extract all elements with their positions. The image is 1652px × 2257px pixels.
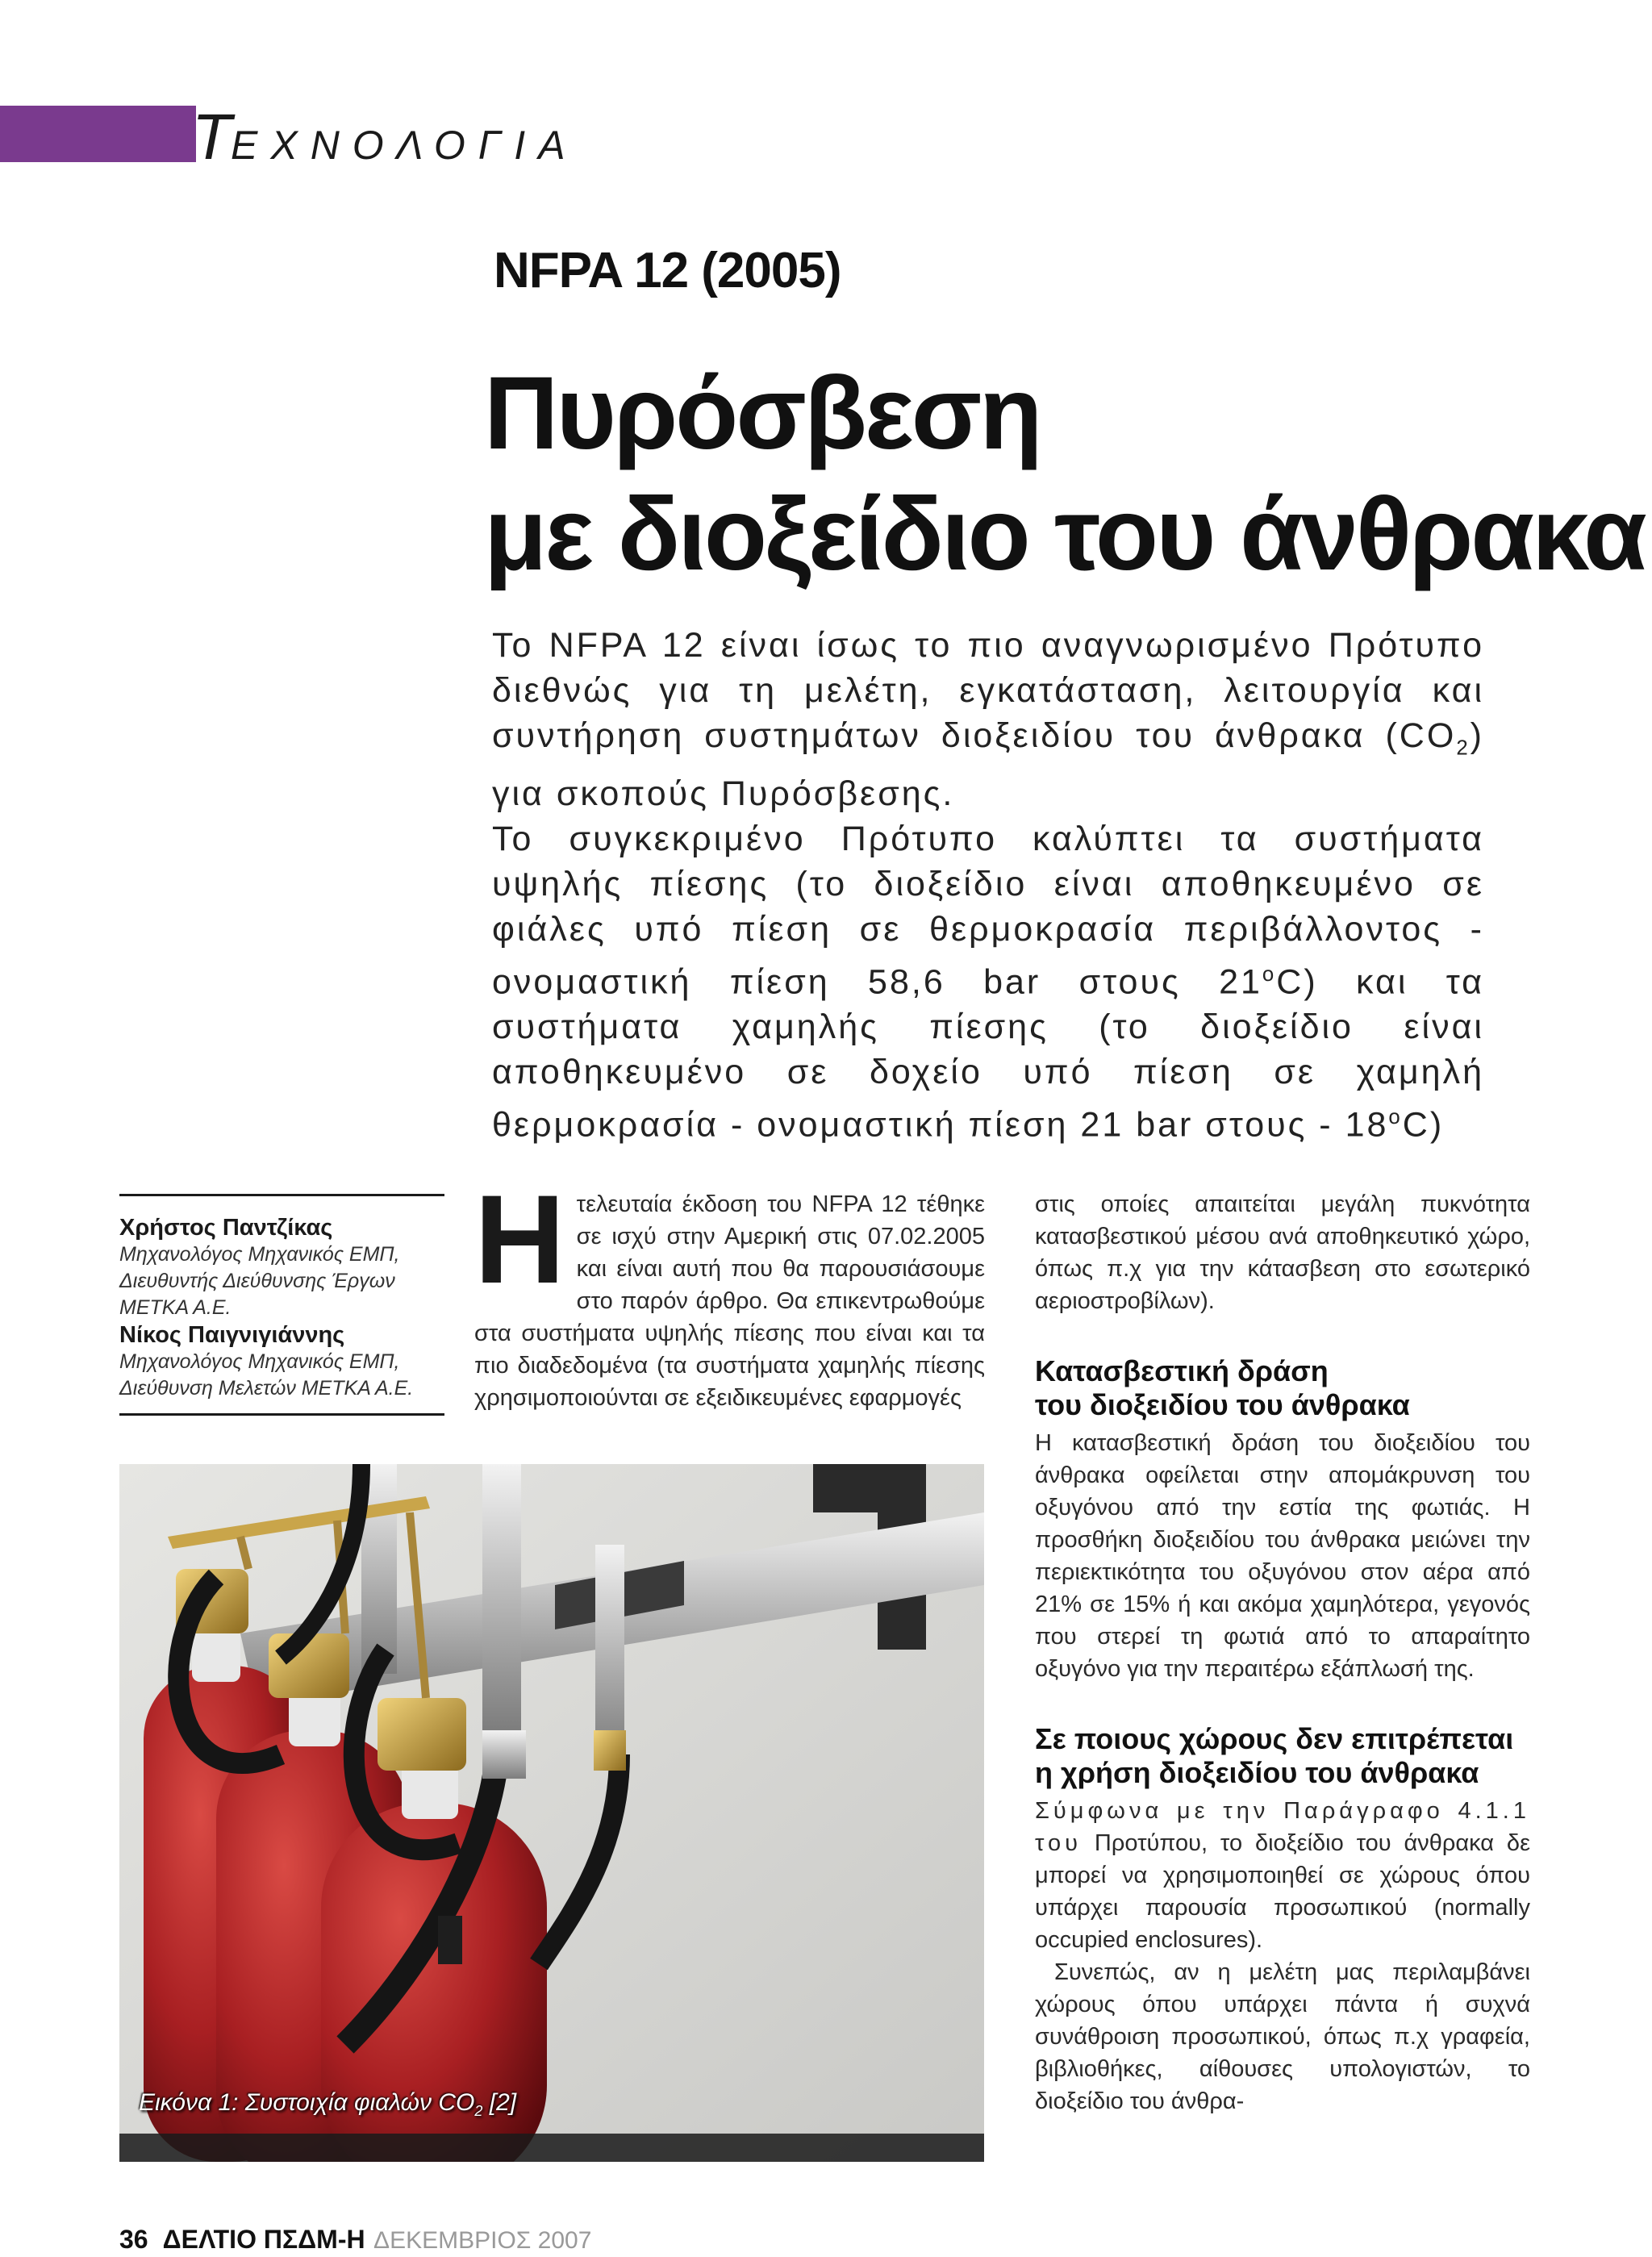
body-paragraph: στις οποίες απαιτείται μεγάλη πυκνότητα κατασβεστικού μέσου ανά αποθηκευτικό χώρο, όπως π.χ για την κάτασβεση στο εσωτερικό αεριοστροβίλων). bbox=[1035, 1191, 1530, 1314]
author-role: Μηχανολόγος Μηχανικός ΕΜΠ, bbox=[119, 1350, 400, 1373]
author-role: ΜΕΤΚΑ Α.Ε. bbox=[119, 1296, 232, 1319]
body-column-2 bbox=[1035, 1188, 1530, 2117]
lead bbox=[492, 623, 1484, 1147]
body-paragraph bbox=[474, 1170, 985, 1414]
lead-p2-text-c: C) bbox=[1402, 1105, 1445, 1145]
figure-caption bbox=[139, 2089, 516, 2120]
issue-date: ΔΕΚΕΜΒΡΙΟΣ 2007 bbox=[373, 2227, 592, 2254]
body-text: τελευταία έκδοση του NFPA 12 τέθηκε σε ισχύ στην Αμερική στις 07.02.2005 και είναι αυτή που θα παρουσιάσουμε στο παρόν άρθρο. Θα επικεντρωθούμε στα συστήματα υψηλής πίεσης που είναι και τα πιο διαδεδομένα (τα συστήματα χαμηλής πίεσης χρησιμοποιούνται σε εξειδικευμένες εφαρμογές bbox=[474, 1191, 985, 1411]
page-footer bbox=[119, 2225, 591, 2257]
body-text-tracked: Σύμφωνα με την Παράγραφο 4.1.1 του bbox=[1035, 1798, 1530, 1856]
drop-cap: Η bbox=[474, 1170, 565, 1310]
lead-p1-text-a: Το NFPA 12 είναι ίσως το πιο αναγνωρισμένο Πρότυπο διεθνώς για τη μελέτη, εγκατάσταση, λειτουργία και συντήρηση συστημάτων διοξειδίου του άνθρακα (CO bbox=[492, 626, 1484, 755]
author-role: Μηχανολόγος Μηχανικός ΕΜΠ, bbox=[119, 1243, 400, 1266]
lead-p1-subscript: 2 bbox=[1456, 736, 1471, 760]
body-paragraph: Συνεπώς, αν η μελέτη μας περιλαμβάνει χώρους όπου υπάρχει πάντα ή συχνά συνάθροιση προσωπικού, όπως π.χ γραφεία, βιβλιοθήκες, αίθουσες υπολογιστών, το διοξείδιο του άνθρα- bbox=[1035, 1959, 1530, 2114]
authors-bottom-rule bbox=[119, 1413, 444, 1416]
author-role: Διευθυντής Διεύθυνσης Έργων bbox=[119, 1270, 395, 1292]
lead-p2-text-b: C) και τα συστήματα χαμηλής πίεσης (το διοξείδιο είναι αποθηκευμένο σε δοχείο υπό πίεση σε χαμηλή θερμοκρασία - ονομαστική πίεση 21 bar στους - 18 bbox=[492, 962, 1485, 1145]
headline bbox=[484, 353, 1645, 595]
lead-p2-degree-2: ο bbox=[1388, 1105, 1403, 1128]
author-name: Χρήστος Παντζίκας bbox=[119, 1215, 333, 1241]
section-initial: Τ bbox=[192, 101, 232, 173]
author-role: Διεύθυνση Μελετών ΜΕΤΚΑ Α.Ε. bbox=[119, 1377, 414, 1400]
caption-text-a: Εικόνα 1: Συστοιχία φιαλών CO bbox=[139, 2089, 475, 2116]
lead-paragraph-2 bbox=[492, 816, 1484, 1148]
body-column-1 bbox=[474, 1170, 985, 1414]
headline-line-1: Πυρόσβεση bbox=[484, 356, 1041, 471]
subheading-prohibited-spaces: Σε ποιους χώρους δεν επιτρέπεται η χρήση διοξειδίου του άνθρακα bbox=[1035, 1722, 1514, 1789]
headline-line-2: με διοξείδιο του άνθρακα bbox=[484, 477, 1645, 592]
lead-p2-text-a: Το συγκεκριμένο Πρότυπο καλύπτει τα συστήματα υψηλής πίεσης (το διοξείδιο είναι αποθηκευμένο σε φιάλες υπό πίεση σε θερμοκρασία περιβάλλοντος - ονομαστική πίεση 58,6 bar στους 21 bbox=[492, 819, 1484, 1001]
page-number: 36 bbox=[119, 2225, 148, 2254]
caption-subscript: 2 bbox=[474, 2103, 483, 2119]
figure-co2-cylinders bbox=[119, 1464, 984, 2162]
section-title: ΕΧΝΟΛΟΓΙΑ bbox=[231, 123, 578, 168]
lead-paragraph-1 bbox=[492, 623, 1484, 816]
magazine-name: ΔΕΛΤΙΟ ΠΣΔΜ-Η bbox=[162, 2225, 365, 2254]
lead-p2-degree-1: ο bbox=[1262, 962, 1277, 986]
authors-box bbox=[119, 1194, 444, 1416]
body-paragraph: Η κατασβεστική δράση του διοξειδίου του άνθρακα οφείλεται στην απομάκρυνση του οξυγόνου από την εστία της φωτιάς. Η προσθήκη διοξειδίου του άνθρακα μειώνει την περιεκτικότητα του οξυγόνου στον αέρα από 21% σε 15% ή και ακόμα χαμηλότερα, γεγονός που στερεί τη φωτιά από το απαραίτητο οξυγόνο για την περαιτέρω εξάπλωσή της. bbox=[1035, 1430, 1530, 1682]
body-paragraph bbox=[1035, 1795, 1530, 1956]
body-text: Προτύπου, το διοξείδιο του άνθρακα δε μπορεί να χρησιμοποιηθεί σε χώρους όπου υπάρχει παρουσία προσωπικού (normally occupied enclosures). bbox=[1035, 1830, 1531, 1953]
lead-p1-text-b: ) για σκοπούς Πυρόσβεσης. bbox=[492, 716, 1484, 813]
author-name: Νίκος Παιγνιγιάννης bbox=[119, 1322, 345, 1348]
section-band bbox=[0, 106, 196, 162]
subheading-extinguishing-action: Κατασβεστική δράση του διοξειδίου του άνθρακα bbox=[1035, 1354, 1410, 1421]
kicker: NFPA 12 (2005) bbox=[494, 243, 841, 298]
caption-text-b: [2] bbox=[482, 2089, 517, 2116]
co2-cylinders-photo bbox=[119, 1464, 984, 2162]
